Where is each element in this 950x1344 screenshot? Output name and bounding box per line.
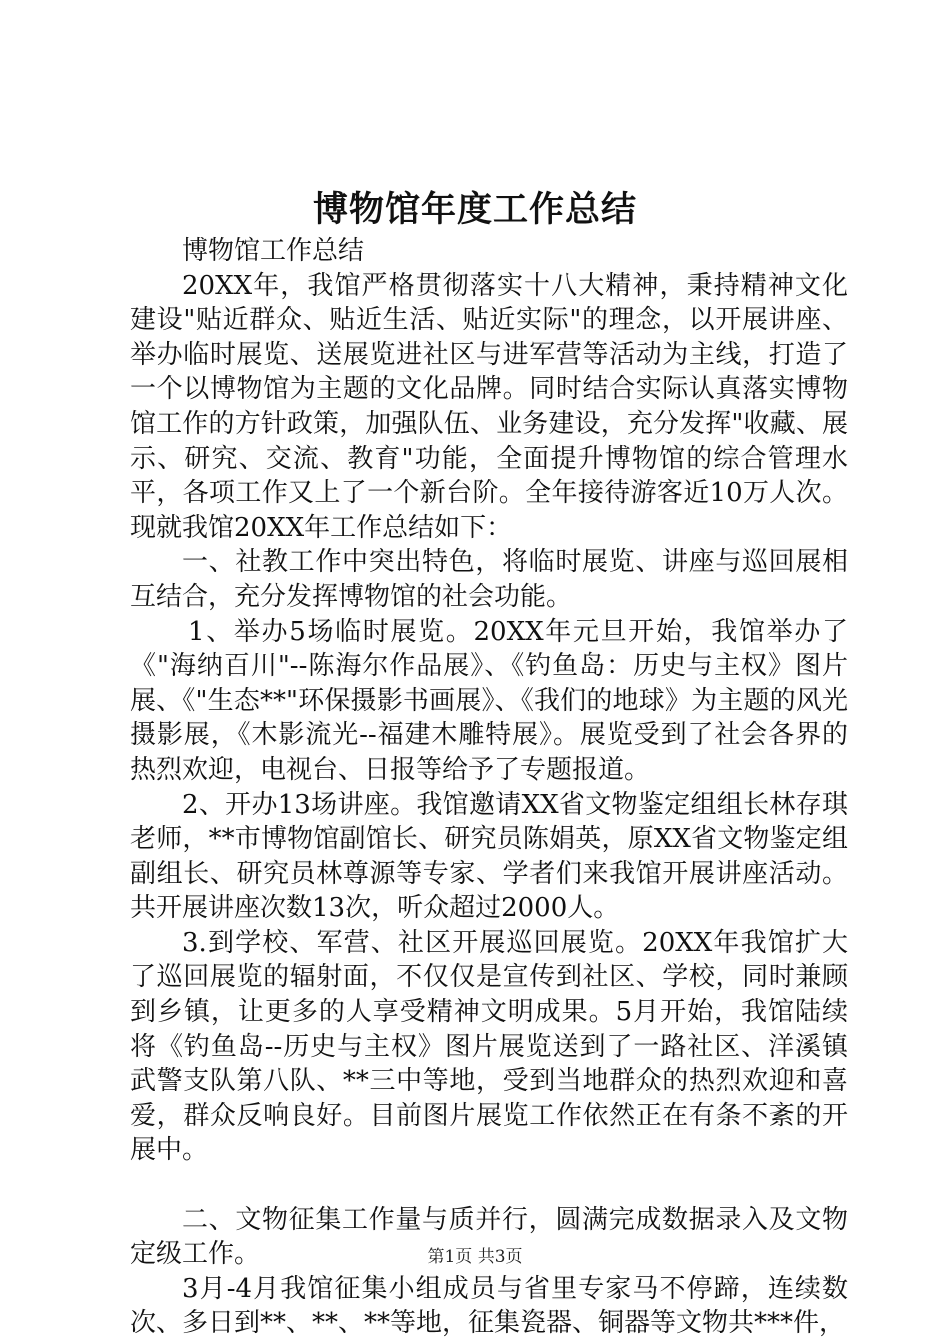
page-number-footer: 第1页 共3页 (427, 1247, 523, 1267)
document-body (130, 234, 848, 1341)
paragraph-exhibitions: 1、举办5场临时展览。20XX年元旦开始，我馆举办了《"海纳百川"--陈海尔作品展》、《钓鱼岛：历史与主权》图片展、《"生态**"环保摄影书画展》、《我们的地球》为主题的风光摄影展，《木影流光--福建木雕特展》。展览受到了社会各界的热烈欢迎，电视台、日报等给予了专题报道。 (130, 616, 848, 785)
paragraph-subtitle: 博物馆工作总结 (182, 236, 365, 266)
paragraph-section-two-heading: 二、文物征集工作量与质并行，圆满完成数据录入及文物定级工作。 (130, 1204, 848, 1270)
paragraph-intro: 20XX年，我馆严格贯彻落实十八大精神，秉持精神文化建设"贴近群众、贴近生活、贴近实际"的理念，以开展讲座、举办临时展览、送展览进社区与进军营等活动为主线，打造了一个以博物馆为主题的文化品牌。同时结合实际认真落实博物馆工作的方针政策，加强队伍、业务建设，充分发挥"收藏、展示、研究、交流、教育"功能，全面提升博物馆的综合管理水平，各项工作又上了一个新台阶。全年接待游客近10万人次。现就我馆20XX年工作总结如下： (130, 270, 848, 543)
paragraph-collection: 3月-4月我馆征集小组成员与省里专家马不停蹄，连续数次、多日到**、**、**等地，征集瓷器、铜器等文物共***件， (130, 1273, 848, 1339)
paragraph-section-one-heading: 一、社教工作中突出特色，将临时展览、讲座与巡回展相互结合，充分发挥博物馆的社会功能。 (130, 547, 848, 612)
paragraph-touring-exhibitions: 3.到学校、军营、社区开展巡回展览。20XX年我馆扩大了巡回展览的辐射面，不仅仅是宣传到社区、学校，同时兼顾到乡镇，让更多的人享受精神文明成果。5月开始，我馆陆续将《钓鱼岛--历史与主权》图片展览送到了一路社区、洋溪镇武警支队第八队、**三中等地，受到当地群众的热烈欢迎和喜爱，群众反响良好。目前图片展览工作依然正在有条不紊的开展中。 (130, 927, 848, 1166)
paragraph-lectures: 2、开办13场讲座。我馆邀请XX省文物鉴定组组长林存琪老师，**市博物馆副馆长、研究员陈娟英，原XX省文物鉴定组副组长、研究员林尊源等专家、学者们来我馆开展讲座活动。共开展讲座次数13次，听众超过2000人。 (130, 789, 848, 924)
document-title: 博物馆年度工作总结 (312, 189, 637, 230)
